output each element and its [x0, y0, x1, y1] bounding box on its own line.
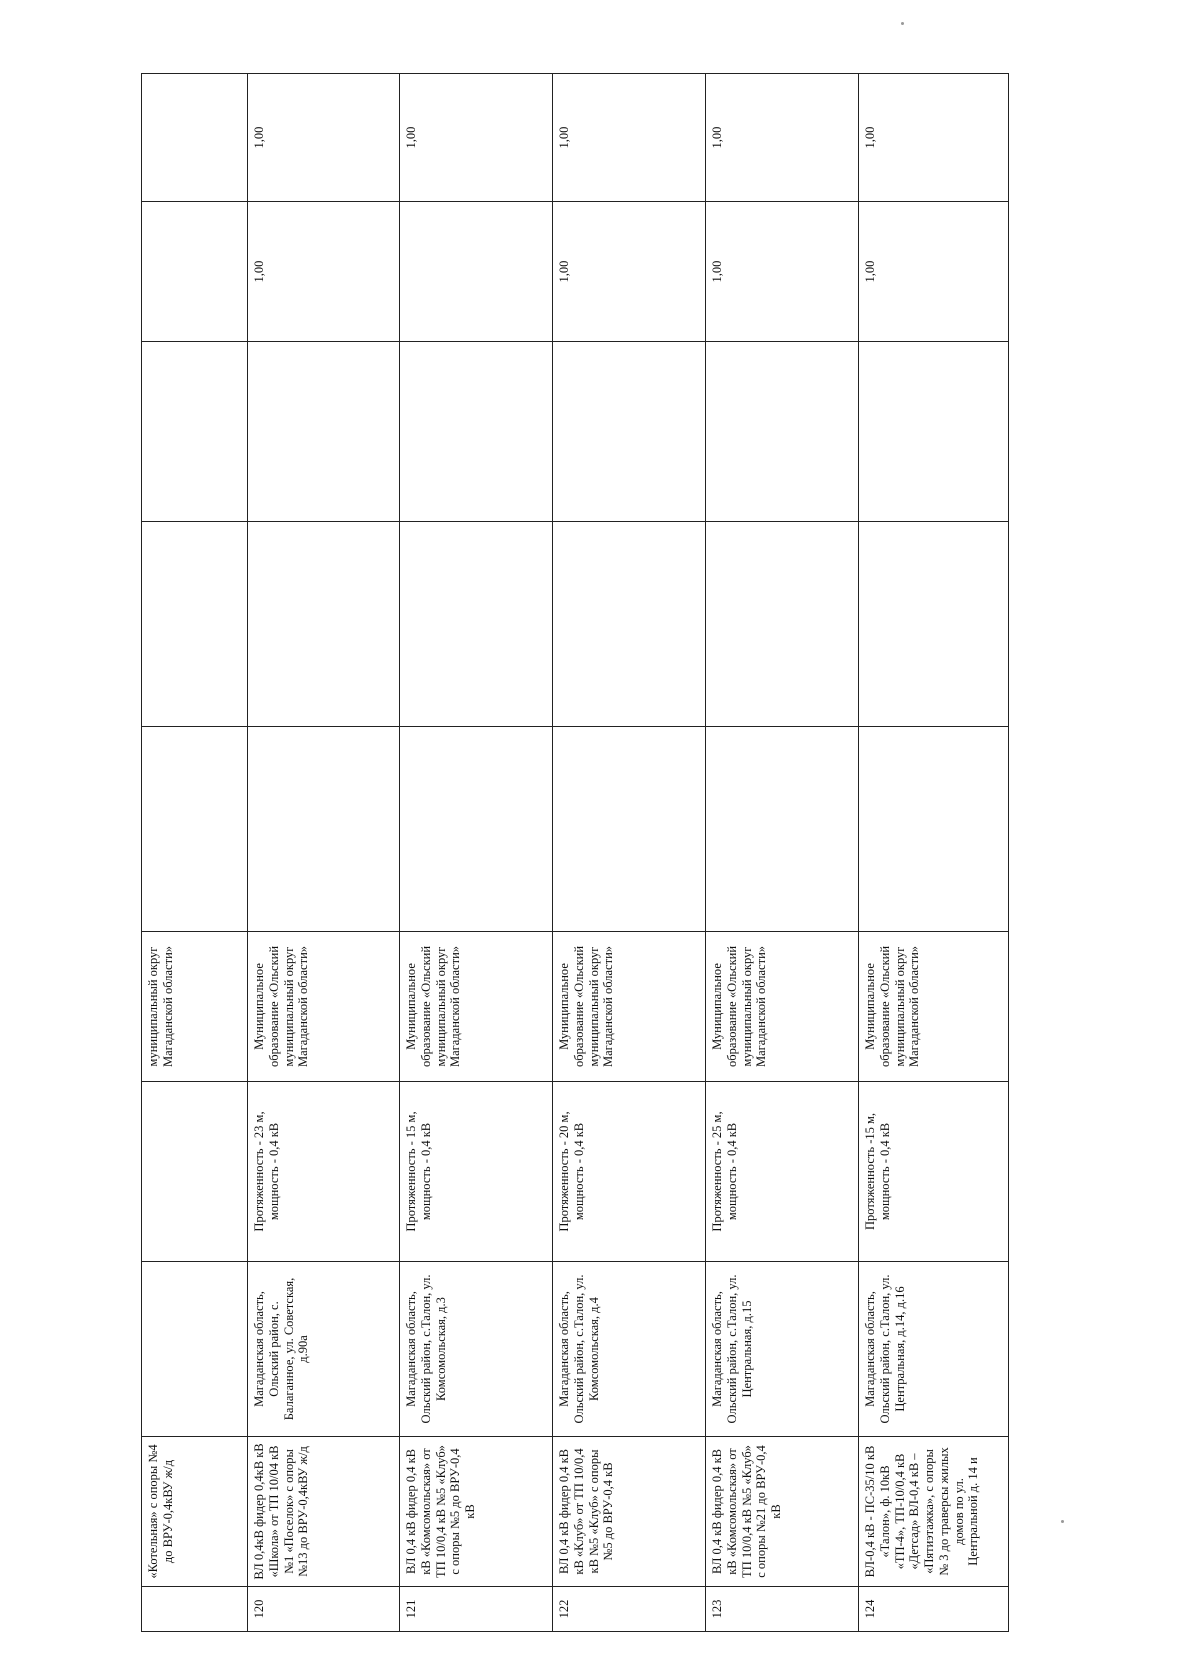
object-owner: Муниципальное образование «Ольский муниципальный округ Магаданской области»	[248, 932, 400, 1082]
object-owner: Муниципальное образование «Ольский муниципальный округ Магаданской области»	[553, 932, 706, 1082]
empty-cell	[248, 342, 400, 522]
value-cell	[142, 74, 248, 202]
value-cell: 1,00	[400, 74, 553, 202]
row-number	[142, 1587, 248, 1632]
object-address: Магаданская область, Ольский район, с.Талон, ул. Центральная, д.14, д.16	[859, 1262, 1009, 1437]
table-row	[248, 74, 400, 1632]
object-name: ВЛ-0,4 кВ - ПС-35/10 кВ «Талон», ф. 10кВ «ТП-4», ТП-10/0,4 кВ «Детсад» ВЛ-0,4 кВ – «Пятиэтажка», с опоры № 3 до траверсы жилых домов по ул. Центральной д. 14 и	[859, 1437, 1009, 1587]
object-address: Магаданская область, Ольский район, с. Балаганное, ул. Советская, д.90а	[248, 1262, 400, 1437]
empty-cell	[553, 342, 706, 522]
empty-cell	[248, 727, 400, 932]
object-name: ВЛ 0,4 кВ фидер 0,4 кВ кВ «Комсомольская» от ТП 10/0,4 кВ №5 «Клуб» с опоры №21 до ВРУ-0,4 кВ	[706, 1437, 859, 1587]
value-cell: 1,00	[859, 74, 1009, 202]
value-cell	[400, 202, 553, 342]
scan-speck	[1061, 1520, 1064, 1523]
table-row	[553, 74, 706, 1632]
table-row	[400, 74, 553, 1632]
empty-cell	[706, 522, 859, 727]
value-cell: 1,00	[248, 202, 400, 342]
object-specs: Протяженность - 20 м, мощность - 0,4 кВ	[553, 1082, 706, 1262]
row-number: 123	[706, 1587, 859, 1632]
table-row	[859, 74, 1009, 1632]
empty-cell	[859, 522, 1009, 727]
value-cell: 1,00	[706, 202, 859, 342]
empty-cell	[859, 342, 1009, 522]
empty-cell	[400, 342, 553, 522]
scan-speck	[901, 22, 904, 25]
object-specs: Протяженность -15 м, мощность - 0,4 кВ	[859, 1082, 1009, 1262]
row-number: 122	[553, 1587, 706, 1632]
row-number: 120	[248, 1587, 400, 1632]
empty-cell	[706, 342, 859, 522]
object-specs: Протяженность - 15 м, мощность - 0,4 кВ	[400, 1082, 553, 1262]
row-number: 124	[859, 1587, 1009, 1632]
object-name: ВЛ 0,4 кВ фидер 0,4 кВ кВ «Клуб» от ТП 10/0,4 кВ №5 «Клуб» с опоры №5 до ВРУ-0,4 кВ	[553, 1437, 706, 1587]
object-address	[142, 1262, 248, 1437]
object-owner: муниципальный округ Магаданской области»	[142, 932, 248, 1082]
object-specs: Протяженность - 23 м, мощность - 0,4 кВ	[248, 1082, 400, 1262]
empty-cell	[553, 727, 706, 932]
value-cell: 1,00	[706, 74, 859, 202]
row-number: 121	[400, 1587, 553, 1632]
empty-cell	[400, 522, 553, 727]
object-owner: Муниципальное образование «Ольский муниципальный округ Магаданской области»	[859, 932, 1009, 1082]
empty-cell	[553, 522, 706, 727]
object-address: Магаданская область, Ольский район, с.Талон, ул. Комсомольская, д.3	[400, 1262, 553, 1437]
empty-cell	[248, 522, 400, 727]
empty-cell	[706, 727, 859, 932]
object-address: Магаданская область, Ольский район, с.Талон, ул. Комсомольская, д.4	[553, 1262, 706, 1437]
empty-cell	[400, 727, 553, 932]
property-register-table	[141, 73, 1009, 1632]
empty-cell	[142, 342, 248, 522]
object-specs	[142, 1082, 248, 1262]
object-address: Магаданская область, Ольский район, с.Талон, ул. Центральная, д.15	[706, 1262, 859, 1437]
object-name: ВЛ 0,4кВ фидер 0,4кВ кВ «Школа» от ТП 10/04 кВ №1 «Поселок» с опоры №13 до ВРУ-0,4кВУ ж/д	[248, 1437, 400, 1587]
empty-cell	[142, 727, 248, 932]
value-cell: 1,00	[553, 202, 706, 342]
value-cell	[142, 202, 248, 342]
object-name: «Котельная» с опоры №4 до ВРУ-0,4кВУ ж/д	[142, 1437, 248, 1587]
empty-cell	[859, 727, 1009, 932]
table-row	[706, 74, 859, 1632]
value-cell: 1,00	[859, 202, 1009, 342]
object-owner: Муниципальное образование «Ольский муниципальный округ Магаданской области»	[400, 932, 553, 1082]
empty-cell	[142, 522, 248, 727]
table-row	[142, 74, 248, 1632]
object-specs: Протяженность - 25 м, мощность - 0,4 кВ	[706, 1082, 859, 1262]
object-name: ВЛ 0,4 кВ фидер 0,4 кВ кВ «Комсомольская» от ТП 10/0,4 кВ №5 «Клуб» с опоры №5 до ВРУ-0,4 кВ	[400, 1437, 553, 1587]
value-cell: 1,00	[553, 74, 706, 202]
value-cell: 1,00	[248, 74, 400, 202]
object-owner: Муниципальное образование «Ольский муниципальный округ Магаданской области»	[706, 932, 859, 1082]
